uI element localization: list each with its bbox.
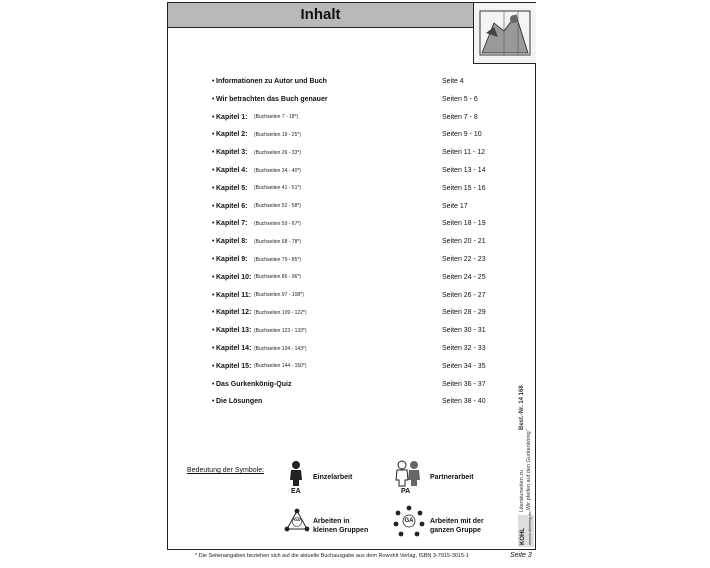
- bullet: •: [212, 327, 215, 335]
- bullet: •: [212, 309, 215, 317]
- book-title: „Wir pfeifen auf den Gurkenkönig“: [526, 429, 532, 512]
- toc-entry-label: Das Gurkenkönig-Quiz: [216, 380, 292, 388]
- bullet: •: [212, 113, 215, 121]
- toc-entry-range: (Buchseiten 59 - 67*): [254, 220, 301, 227]
- toc-entry-label: Kapitel 14:: [216, 345, 252, 352]
- toc-entry-pages: Seiten 22 - 23: [442, 256, 486, 263]
- toc-entry-range: (Buchseiten 41 - 51*): [254, 185, 301, 192]
- toc-entry-pages: Seiten 15 - 16: [442, 184, 486, 192]
- series-label: Literaturseiten zu: [519, 469, 525, 512]
- bullet: •: [212, 78, 215, 85]
- toc-entry-label: Kapitel 4:: [216, 167, 248, 174]
- toc-entry-pages: Seiten 34 - 35: [442, 362, 486, 370]
- bullet: •: [212, 238, 215, 246]
- toc-entry-range: (Buchseiten 34 - 40*): [254, 167, 301, 174]
- partner-icon: [394, 460, 422, 488]
- small-group-label-1: Arbeiten in: [313, 518, 350, 525]
- toc-entry-range: (Buchseiten 68 - 78*): [254, 238, 301, 245]
- bullet: •: [212, 398, 215, 406]
- toc-entry-range: (Buchseiten 97 - 108*): [254, 292, 304, 299]
- toc-entry-label: Kapitel 10:: [216, 273, 252, 281]
- toc-entry-pages: Seiten 24 - 25: [442, 273, 486, 281]
- toc-entry-range: (Buchseiten 123 - 133*): [254, 327, 307, 334]
- footnote: * Die Seitenangaben beziehen sich auf die aktuelle Buchausgabe aus dem Rowohlt Verlag, ISBN 3-7915-3015-1: [195, 553, 469, 559]
- pa-abbr: PA: [401, 488, 411, 495]
- bullet: •: [212, 95, 215, 103]
- toc-entry-label: Die Lösungen: [216, 398, 263, 406]
- toc-entry-range: (Buchseiten 109 - 122*): [254, 309, 307, 316]
- whole-group-label-1: Arbeiten mit der: [430, 518, 484, 525]
- toc-entry-label: Kapitel 9:: [216, 256, 248, 263]
- toc-entry-range: (Buchseiten 52 - 58*): [254, 203, 301, 210]
- toc-entry-pages: Seiten 30 - 31: [442, 327, 486, 335]
- small-group-label-2: kleinen Gruppen: [313, 527, 369, 534]
- toc-entry-pages: Seiten 38 - 40: [442, 398, 486, 406]
- ea-abbr: EA: [291, 488, 301, 495]
- bullet: •: [212, 291, 215, 299]
- toc-entry-label: Kapitel 11:: [216, 291, 252, 299]
- bullet: •: [212, 184, 215, 192]
- partner-work-label: Partnerarbeit: [430, 474, 474, 481]
- bullet: •: [212, 220, 215, 228]
- toc-entry-label: Kapitel 7:: [216, 220, 248, 228]
- bullet: •: [212, 273, 215, 281]
- toc-entry-pages: Seiten 26 - 27: [442, 291, 486, 299]
- page-number: Seite 3: [510, 552, 532, 559]
- bullet: •: [212, 256, 215, 263]
- toc-entry-range: (Buchseiten 134 - 143*): [254, 345, 307, 352]
- toc-entry-pages: Seiten 28 - 29: [442, 309, 486, 317]
- whole-group-abbr: GA: [404, 518, 414, 524]
- order-number: Best.-Nr. 14 168: [519, 385, 525, 430]
- whole-group-label-2: ganzen Gruppe: [430, 527, 481, 534]
- bullet: •: [212, 345, 215, 352]
- single-work-label: Einzelarbeit: [313, 474, 353, 481]
- small-group-abbr: GA: [294, 517, 300, 522]
- toc-entry-range: (Buchseiten 144 - 150*): [254, 363, 307, 370]
- publisher-logo: [518, 511, 534, 547]
- toc-entry-range: (Buchseiten 19 - 25*): [254, 131, 301, 138]
- toc-entry-label: Kapitel 8:: [216, 238, 248, 246]
- toc-entry-pages: Seiten 36 - 37: [442, 380, 486, 388]
- toc-entry-pages: Seiten 11 - 12: [442, 149, 486, 157]
- bullet: •: [212, 149, 215, 157]
- toc-entry-range: (Buchseiten 26 - 33*): [254, 149, 301, 156]
- toc-entry-pages: Seiten 13 - 14: [442, 167, 486, 174]
- bullet: •: [212, 202, 215, 210]
- toc-entry-label: Kapitel 2:: [216, 131, 248, 139]
- toc-entry-pages: Seiten 32 - 33: [442, 345, 486, 352]
- toc-entry-range: (Buchseiten 79 - 85*): [254, 256, 301, 263]
- toc-entry-pages: Seiten 18 - 19: [442, 220, 486, 228]
- toc-entry-label: Wir betrachten das Buch genauer: [216, 95, 328, 103]
- toc-entry-label: Kapitel 3:: [216, 149, 248, 157]
- publisher-name: KOHL: [520, 528, 526, 545]
- bullet: •: [212, 362, 215, 370]
- toc-entry-pages: Seiten 20 - 21: [442, 238, 486, 246]
- single-person-icon: [286, 460, 306, 488]
- toc-entry-label: Kapitel 12:: [216, 309, 252, 317]
- toc-entry-range: (Buchseiten 86 - 96*): [254, 274, 301, 281]
- toc-entry-pages: Seiten 7 - 8: [442, 113, 478, 121]
- toc-entry-label: Kapitel 5:: [216, 184, 248, 192]
- toc-entry-label: Informationen zu Autor und Buch: [216, 78, 327, 85]
- bullet: •: [212, 131, 215, 139]
- toc-entry-pages: Seiten 5 - 6: [442, 95, 478, 103]
- toc-entry-label: Kapitel 1:: [216, 113, 248, 121]
- toc-entry-label: Kapitel 15:: [216, 362, 252, 370]
- toc-entry-pages: Seiten 9 - 10: [442, 131, 482, 139]
- toc-entry-range: (Buchseiten 7 - 18*): [254, 114, 299, 121]
- toc-entry-label: Kapitel 13:: [216, 327, 252, 335]
- page-title: Inhalt: [300, 6, 341, 23]
- toc-entry-pages: Seite 4: [442, 78, 464, 85]
- bullet: •: [212, 167, 215, 174]
- legend-title: Bedeutung der Symbole:: [187, 467, 265, 474]
- bullet: •: [212, 380, 215, 388]
- toc-entry-label: Kapitel 6:: [216, 202, 248, 210]
- toc-entry-pages: Seite 17: [442, 202, 468, 210]
- publisher-website: www.kohlverlag.de: [527, 511, 532, 545]
- corner-illustration: [473, 3, 536, 64]
